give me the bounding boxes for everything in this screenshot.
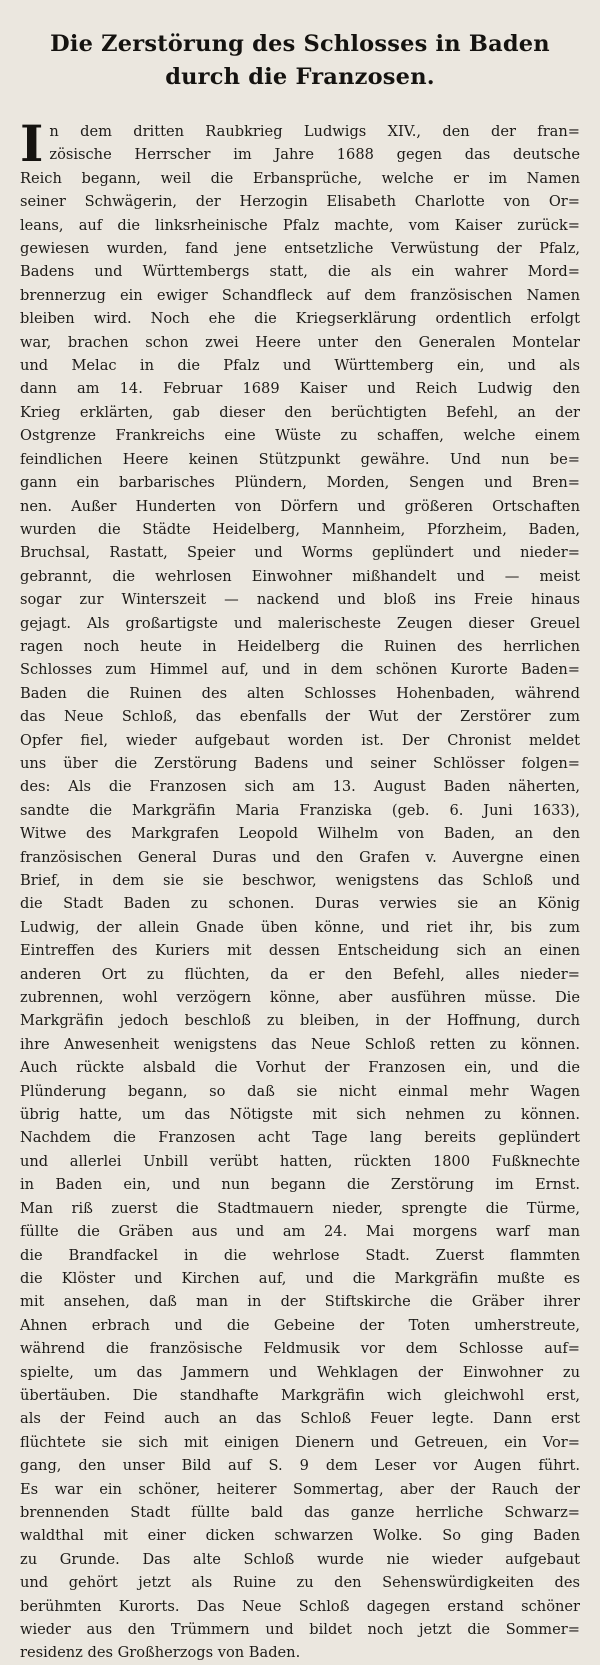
text-line: Brief, in dem sie sie beschwor, wenigstens das Schloß und — [20, 872, 580, 889]
article-lines — [20, 114, 580, 1665]
text-line: wieder aus den Trümmern und bildet noch jetzt die Sommer= — [20, 1621, 580, 1638]
text-line: zubrennen, wohl verzögern könne, aber ausführen müsse. Die — [20, 989, 580, 1007]
text-line: brennenden Stadt füllte bald das ganze herrliche Schwarz= — [20, 1503, 580, 1521]
text-line: uns über die Zerstörung Badens und seiner Schlösser folgen= — [20, 754, 580, 772]
text-line: Opfer fiel, wieder aufgebaut worden ist. Der Chronist meldet — [20, 731, 580, 749]
text-line: brennerzug ein ewiger Schandfleck auf dem französischen Namen — [20, 286, 580, 304]
text-line: Ostgrenze Frankreichs eine Wüste zu schaffen, welche einem — [20, 427, 580, 445]
text-line: Eintreffen des Kuriers mit dessen Entscheidung sich an einen — [20, 942, 580, 960]
text-line: Es war ein schöner, heiterer Sommertag, aber der Rauch der — [20, 1480, 580, 1498]
text-line: und allerlei Unbill verübt hatten, rückten 1800 Fußknechte — [20, 1152, 580, 1170]
text-line: residenz des Großherzogs von Baden. — [20, 1644, 301, 1662]
text-line: ragen noch heute in Heidelberg die Ruinen des herrlichen — [20, 637, 580, 655]
text-line: Nachdem die Franzosen acht Tage lang bereits geplündert — [20, 1129, 580, 1147]
text-line: während die französische Feldmusik vor dem Schlosse auf= — [20, 1340, 580, 1358]
text-line: Baden die Ruinen des alten Schlosses Hohenbaden, während — [20, 684, 580, 702]
text-line: französischen General Duras und den Grafen v. Auvergne einen — [20, 848, 580, 866]
text-line: Schlosses zum Himmel auf, und in dem schönen Kurorte Baden= — [20, 661, 580, 679]
text-line: flüchtete sie sich mit einigen Dienern und Getreuen, ein Vor= — [20, 1433, 580, 1451]
text-line: und Melac in die Pfalz und Württemberg ein, und als — [20, 357, 580, 375]
text-line: Plünderung begann, so daß sie nicht einmal mehr Wagen — [20, 1082, 580, 1100]
text-line: leans, auf die linksrheinische Pfalz machte, vom Kaiser zurück= — [20, 216, 580, 234]
article-body — [20, 114, 580, 1665]
text-line: Markgräfin jedoch beschloß zu bleiben, in der Hoffnung, durch — [20, 1012, 580, 1030]
text-line: wurden die Städte Heidelberg, Mannheim, Pforzheim, Baden, — [20, 520, 580, 538]
text-line: übertäuben. Die standhafte Markgräfin wich gleichwohl erst, — [20, 1386, 580, 1404]
text-line: das Neue Schloß, das ebenfalls der Wut der Zerstörer zum — [20, 708, 580, 726]
text-line: sogar zur Winterszeit — nackend und bloß ins Freie hinaus — [20, 591, 580, 609]
text-line: gejagt. Als großartigste und malerischeste Zeugen dieser Greuel — [20, 614, 580, 632]
text-line: Man riß zuerst die Stadtmauern nieder, sprengte die Türme, — [20, 1199, 580, 1217]
text-line: seiner Schwägerin, der Herzogin Elisabeth Charlotte von Or= — [20, 193, 580, 211]
text-line: Reich begann, weil die Erbansprüche, welche er im Namen — [20, 169, 580, 187]
text-line: bleiben wird. Noch ehe die Kriegserklärung ordentlich erfolgt — [20, 310, 580, 328]
text-line: berühmten Kurorts. Das Neue Schloß dagegen erstand schöner — [20, 1597, 580, 1615]
text-line: übrig hatte, um das Nötigste mit sich nehmen zu können. — [20, 1106, 580, 1124]
text-line: füllte die Gräben aus und am 24. Mai morgens warf man — [20, 1223, 580, 1241]
text-line: Badens und Württembergs statt, die als ein wahrer Mord= — [20, 263, 580, 281]
text-line: nen. Außer Hunderten von Dörfern und größeren Ortschaften — [20, 497, 580, 515]
text-line: war, brachen schon zwei Heere unter den Generalen Montelar — [20, 333, 580, 351]
text-line: Ludwig, der allein Gnade üben könne, und riet ihr, bis zum — [20, 918, 580, 936]
text-line: Bruchsal, Rastatt, Speier und Worms geplündert und nieder= — [20, 544, 580, 562]
text-line: die Brandfackel in die wehrlose Stadt. Zuerst flammten — [20, 1246, 580, 1264]
text-line: n dem dritten Raubkrieg Ludwigs XIV., den der fran= — [49, 123, 580, 140]
text-line: zu Grunde. Das alte Schloß wurde nie wieder aufgebaut — [20, 1550, 580, 1568]
text-line: in Baden ein, und nun begann die Zerstörung im Ernst. — [20, 1176, 580, 1194]
text-line: Auch rückte alsbald die Vorhut der Franzosen ein, und die — [20, 1059, 580, 1077]
text-line: gebrannt, die wehrlosen Einwohner mißhandelt und — meist — [20, 567, 580, 585]
text-line: Witwe des Markgrafen Leopold Wilhelm von Baden, an den — [20, 825, 580, 843]
text-line: und gehört jetzt als Ruine zu den Sehenswürdigkeiten des — [20, 1574, 580, 1592]
article-title: Die Zerstörung des Schlosses in Baden durch die Franzosen. — [50, 31, 550, 90]
text-line: gang, den unser Bild auf S. 9 dem Leser vor Augen führt. — [20, 1457, 580, 1475]
text-line: mit ansehen, daß man in der Stiftskirche die Gräber ihrer — [20, 1293, 580, 1311]
text-line: des: Als die Franzosen sich am 13. August Baden näherten, — [20, 778, 580, 796]
text-line: zösische Herrscher im Jahre 1688 gegen das deutsche — [49, 146, 580, 164]
text-line: als der Feind auch an das Schloß Feuer legte. Dann erst — [20, 1410, 580, 1428]
text-line: die Klöster und Kirchen auf, und die Markgräfin mußte es — [20, 1269, 580, 1287]
text-line: sandte die Markgräfin Maria Franziska (geb. 6. Juni 1633), — [20, 801, 580, 819]
drop-cap: I — [20, 114, 44, 173]
text-line: anderen Ort zu flüchten, da er den Befehl, alles nieder= — [20, 965, 580, 983]
text-line: dann am 14. Februar 1689 Kaiser und Reich Ludwig den — [20, 380, 580, 398]
text-line: Ahnen erbrach und die Gebeine der Toten umherstreute, — [20, 1316, 580, 1334]
text-line: waldthal mit einer dicken schwarzen Wolke. So ging Baden — [20, 1527, 580, 1545]
text-line: gewiesen wurden, fand jene entsetzliche Verwüstung der Pfalz, — [20, 240, 580, 258]
text-line: die Stadt Baden zu schonen. Duras verwies sie an König — [20, 895, 580, 913]
text-line: Krieg erklärten, gab dieser den berüchtigten Befehl, an der — [20, 403, 580, 421]
text-line: feindlichen Heere keinen Stützpunkt gewähre. Und nun be= — [20, 450, 580, 468]
text-line: gann ein barbarisches Plündern, Morden, Sengen und Bren= — [20, 474, 580, 492]
text-line: spielte, um das Jammern und Wehklagen der Einwohner zu — [20, 1363, 580, 1381]
text-line: ihre Anwesenheit wenigstens das Neue Schloß retten zu können. — [20, 1035, 580, 1053]
